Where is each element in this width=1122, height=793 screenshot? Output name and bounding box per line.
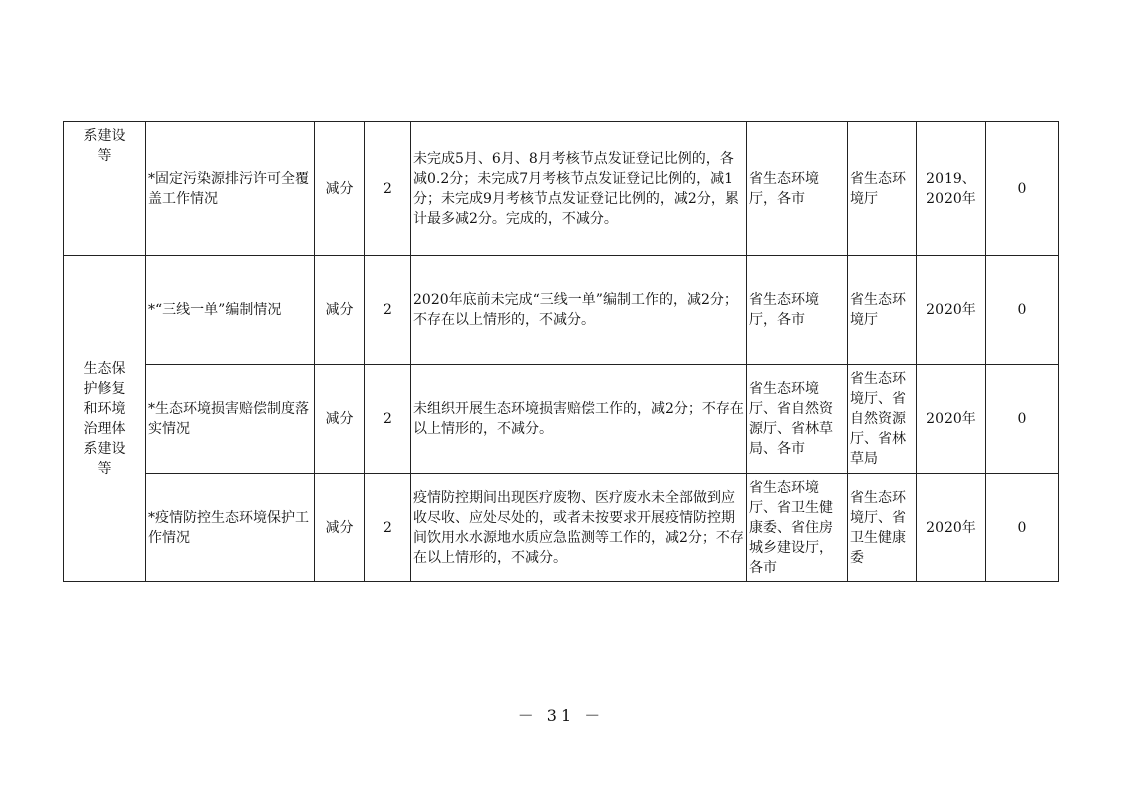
method-cell <box>315 474 365 582</box>
eval-dept-cell <box>848 474 917 582</box>
table-row <box>64 365 1059 474</box>
result-cell <box>986 474 1059 582</box>
method-text: 减分 <box>325 180 354 197</box>
year-text: 2019、2020年 <box>926 170 976 207</box>
method-cell <box>315 365 365 474</box>
page-number: － 31 － <box>517 706 605 725</box>
year-cell <box>917 256 986 365</box>
result-value: 0 <box>1017 180 1027 197</box>
table-row <box>64 474 1059 582</box>
category-cell <box>64 256 146 582</box>
item-name: *疫情防控生态环境保护工作情况 <box>148 509 309 546</box>
result-value: 0 <box>1017 519 1027 536</box>
method-text: 减分 <box>325 411 354 427</box>
result-cell <box>986 122 1059 256</box>
standard-text: 2020年底前未完成“三线一单”编制工作的，减2分；不存在以上情形的，不减分。 <box>413 292 738 328</box>
data-dept-cell <box>747 365 848 474</box>
category-label: 生态保护修复和环境治理体系建设等 <box>83 360 126 477</box>
method-text: 减分 <box>325 302 354 318</box>
item-name-cell <box>146 474 315 582</box>
result-cell <box>986 256 1059 365</box>
standard-text: 疫情防控期间出现医疗废物、医疗废水未全部做到应收尽收、应处尽处的，或者未按要求开展疫情防控期间饮用水水源地水质应急监测等工作的，减2分；不存在以上情形的，不减分。 <box>413 489 744 566</box>
score-value: 2 <box>383 302 392 318</box>
standard-cell <box>411 256 747 365</box>
score-value: 2 <box>383 180 392 197</box>
standard-cell <box>411 365 747 474</box>
score-cell <box>365 474 411 582</box>
method-text: 减分 <box>325 519 354 536</box>
data-dept-cell <box>747 256 848 365</box>
year-cell <box>917 365 986 474</box>
item-name-cell <box>146 365 315 474</box>
eval-dept-cell <box>848 365 917 474</box>
standard-text: 未组织开展生态环境损害赔偿工作的，减2分；不存在以上情形的，不减分。 <box>413 401 744 437</box>
score-cell <box>365 122 411 256</box>
eval-dept-text: 省生态环境厅、省卫生健康委 <box>850 489 906 566</box>
year-text: 2020年 <box>926 519 976 536</box>
score-value: 2 <box>383 519 392 536</box>
data-dept-text: 省生态环境厅，各市 <box>749 292 819 328</box>
data-dept-cell <box>747 474 848 582</box>
item-name: *生态环境损害赔偿制度落实情况 <box>148 401 309 437</box>
item-name: *固定污染源排污许可全覆盖工作情况 <box>148 170 309 207</box>
result-value: 0 <box>1017 411 1027 427</box>
method-cell <box>315 256 365 365</box>
data-dept-text: 省生态环境厅、省卫生健康委、省住房城乡建设厅，各市 <box>749 479 833 576</box>
standard-text: 未完成5月、6月、8月考核节点发证登记比例的，各减0.2分；未完成7月考核节点发证登记比例的，减1分；未完成9月考核节点发证登记比例的，减2分，累计最多减2分。完成的，不减分。 <box>413 150 739 227</box>
score-cell <box>365 256 411 365</box>
eval-dept-cell <box>848 256 917 365</box>
year-cell <box>917 122 986 256</box>
data-dept-text: 省生态环境厅，各市 <box>749 170 819 207</box>
year-cell <box>917 474 986 582</box>
standard-cell <box>411 474 747 582</box>
data-dept-cell <box>747 122 848 256</box>
category-cell <box>64 122 146 256</box>
data-dept-text: 省生态环境厅、省自然资源厅、省林草局、各市 <box>749 381 833 457</box>
assessment-table <box>63 121 1059 582</box>
item-name-cell <box>146 256 315 365</box>
table-row <box>64 122 1059 256</box>
item-name: *“三线一单”编制情况 <box>148 302 282 318</box>
category-label: 系建设等 <box>83 128 126 164</box>
eval-dept-cell <box>848 122 917 256</box>
eval-dept-text: 省生态环境厅 <box>850 292 906 328</box>
year-text: 2020年 <box>926 411 976 427</box>
year-text: 2020年 <box>926 302 976 318</box>
standard-cell <box>411 122 747 256</box>
eval-dept-text: 省生态环境厅、省自然资源厅、省林草局 <box>850 371 906 467</box>
score-cell <box>365 365 411 474</box>
score-value: 2 <box>383 411 392 427</box>
method-cell <box>315 122 365 256</box>
table-row <box>64 256 1059 365</box>
result-value: 0 <box>1017 302 1027 318</box>
item-name-cell <box>146 122 315 256</box>
result-cell <box>986 365 1059 474</box>
eval-dept-text: 省生态环境厅 <box>850 170 906 207</box>
